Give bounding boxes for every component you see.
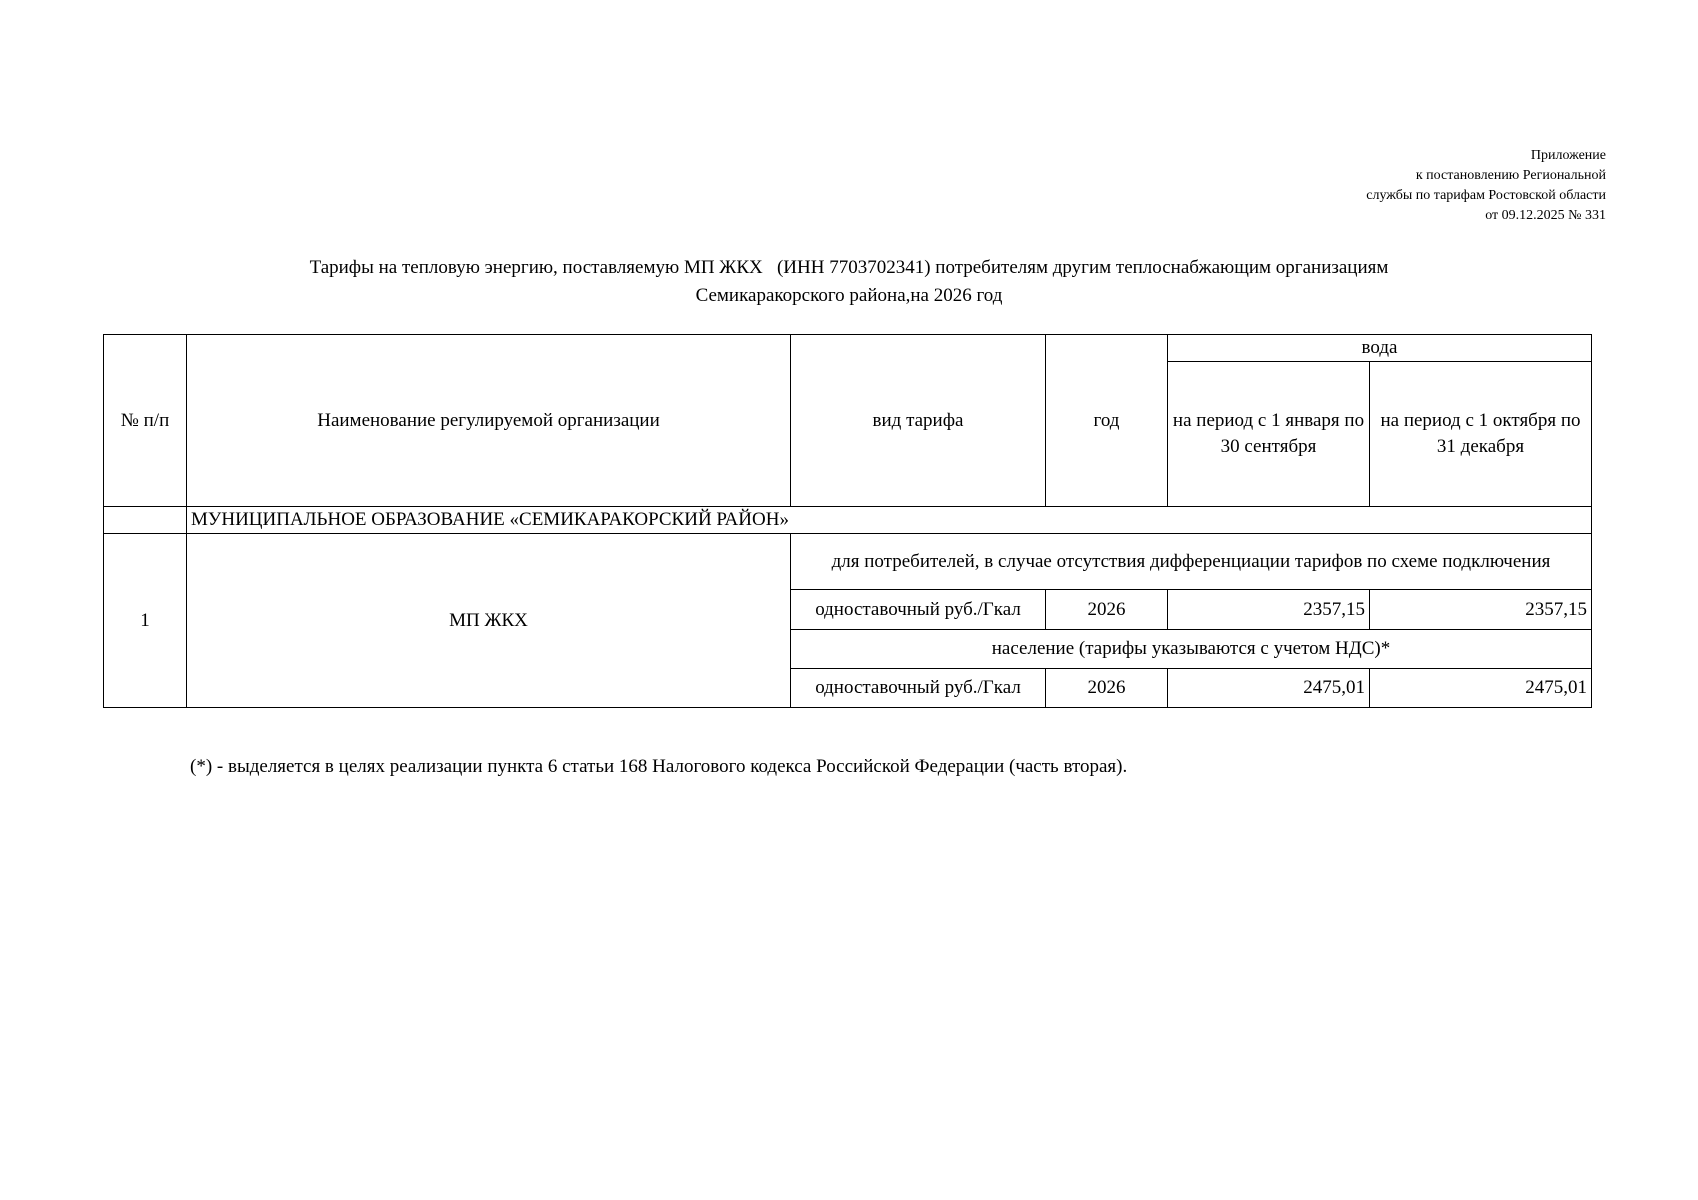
- header-period-2: на период с 1 октября по 31 декабря: [1370, 362, 1592, 507]
- document-title: [0, 254, 1698, 310]
- tariff-table: [103, 334, 1592, 708]
- annex-block: [1366, 146, 1606, 226]
- header-year: год: [1046, 335, 1168, 507]
- tariff-type-cell: одноставочный руб./Гкал: [791, 590, 1046, 630]
- year-cell: 2026: [1046, 669, 1168, 708]
- period-2-value: 2475,01: [1370, 669, 1592, 708]
- header-tariff-type: вид тарифа: [791, 335, 1046, 507]
- header-period-1: на период с 1 января по 30 сентября: [1168, 362, 1370, 507]
- document-title-line-2: Семикаракорского района,на 2026 год: [695, 285, 1003, 306]
- document-title-line-1: Тарифы на тепловую энергию, поставляемую МП ЖКХ (ИНН 7703702341) потребителям другим теплоснабжающим организациям: [309, 257, 1389, 278]
- header-water-group: вода: [1168, 335, 1592, 362]
- footnote: (*) - выделяется в целях реализации пункта 6 статьи 168 Налогового кодекса Российской Федерации (часть вторая).: [190, 756, 1128, 777]
- period-1-value: 2357,15: [1168, 590, 1370, 630]
- annex-authority: службы по тарифам Ростовской области: [1366, 188, 1606, 203]
- header-organization: Наименование регулируемой организации: [187, 335, 791, 507]
- header-number: № п/п: [104, 335, 187, 507]
- year-cell: 2026: [1046, 590, 1168, 630]
- annex-reference: к постановлению Региональной: [1415, 168, 1606, 183]
- section-title-consumers: для потребителей, в случае отсутствия дифференциации тарифов по схеме подключения: [791, 534, 1592, 590]
- annex-date-number: от 09.12.2025 № 331: [1485, 208, 1606, 223]
- annex-title: Приложение: [1530, 148, 1606, 163]
- municipality-number-cell: [104, 507, 187, 534]
- row-organization: МП ЖКХ: [187, 534, 791, 708]
- period-2-value: 2357,15: [1370, 590, 1592, 630]
- period-1-value: 2475,01: [1168, 669, 1370, 708]
- row-number: 1: [104, 534, 187, 708]
- municipality-name: МУНИЦИПАЛЬНОЕ ОБРАЗОВАНИЕ «СЕМИКАРАКОРСКИЙ РАЙОН»: [187, 507, 1592, 534]
- tariff-type-cell: одноставочный руб./Гкал: [791, 669, 1046, 708]
- section-title-population: население (тарифы указываются с учетом НДС)*: [791, 630, 1592, 669]
